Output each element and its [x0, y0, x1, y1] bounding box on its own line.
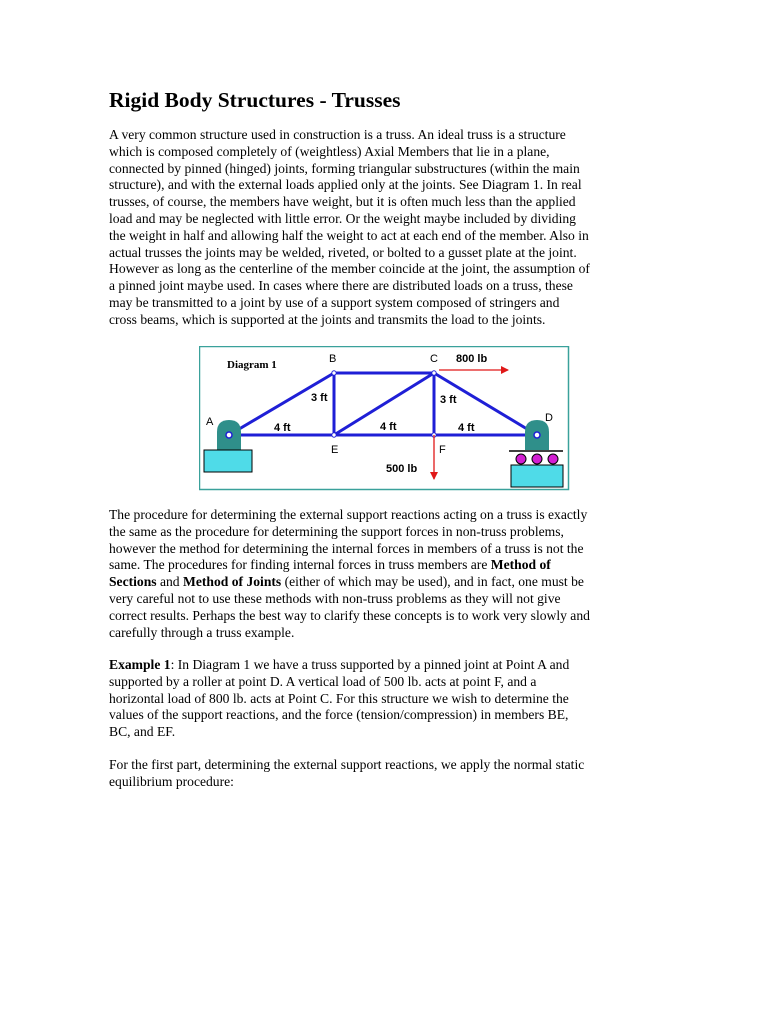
text-line: which is composed completely of (weightless) Axial Members that lie in a plane, — [109, 143, 550, 159]
text-line: equilibrium procedure: — [109, 773, 234, 789]
text-line: correct results. Perhaps the best way to clarify these concepts is to work very slowly and — [109, 607, 590, 623]
text-line: load and may be neglected with little error. Or the weight maybe included by dividing — [109, 210, 576, 226]
node-label-f: F — [439, 444, 446, 456]
dimension-label-be: 3 ft — [311, 392, 328, 404]
text-line: the weight in half and allowing half the weight to act at each end of the member. Also in — [109, 227, 589, 243]
truss-diagram-svg — [199, 346, 570, 491]
joint-c — [432, 371, 436, 375]
roller-wheel-icon — [516, 454, 526, 464]
text-line: values of the support reactions, and the force (tension/compression) in members BE, — [109, 707, 569, 723]
roller-wheel-icon — [548, 454, 558, 464]
horizontal-load-label: 800 lb — [456, 353, 488, 365]
node-label-b: B — [329, 353, 337, 365]
diagram-title: Diagram 1 — [227, 359, 277, 371]
pin-support-base — [204, 450, 252, 472]
text-line — [109, 557, 669, 574]
pin-icon — [226, 432, 232, 438]
method-of-sections-term-cont: Sections — [109, 574, 157, 590]
text-run: (either of which may be used), and in fact, one must be — [281, 574, 584, 590]
text-line: For the first part, determining the external support reactions, we apply the normal static — [109, 757, 585, 772]
node-label-d: D — [545, 412, 553, 424]
text-line: However as long as the centerline of the member coincide at the joint, the assumption of — [109, 261, 590, 277]
intro-paragraph — [109, 127, 669, 329]
joint-e — [332, 433, 336, 437]
node-label-a: A — [206, 416, 214, 428]
roller-wheel-icon — [532, 454, 542, 464]
pin-icon — [534, 432, 540, 438]
truss-diagram — [199, 346, 570, 491]
dimension-label-fd: 4 ft — [458, 422, 475, 434]
dimension-label-cf: 3 ft — [440, 394, 457, 406]
closing-paragraph — [109, 757, 669, 791]
text-line: however the method for determining the internal forces in members of a truss is not the — [109, 540, 584, 556]
method-of-joints-term: Method of Joints — [183, 574, 282, 590]
text-line: cross beams, which is supported at the joints and transmits the load to the joints. — [109, 311, 546, 327]
node-label-e: E — [331, 444, 339, 456]
text-line: A very common structure used in construction is a truss. An ideal truss is a structure — [109, 127, 566, 142]
procedure-paragraph — [109, 507, 669, 641]
dimension-label-ef: 4 ft — [380, 421, 397, 433]
text-line — [109, 574, 669, 591]
example-label: Example 1 — [109, 657, 171, 672]
roller-support-base — [511, 465, 563, 487]
node-label-c: C — [430, 353, 438, 365]
page-title: Rigid Body Structures - Trusses — [109, 88, 401, 112]
text-line: The procedure for determining the external support reactions acting on a truss is exactly — [109, 507, 588, 522]
example-paragraph — [109, 657, 669, 741]
text-run: same. The procedures for finding internal forces in truss members are — [109, 557, 491, 573]
text-line: actual trusses the joints may be welded, riveted, or bolted to a gusset plate at the joint. — [109, 244, 577, 260]
text-line: connected by pinned (hinged) joints, forming triangular substructures (within the main — [109, 160, 580, 176]
text-line: BC, and EF. — [109, 724, 176, 740]
joint-b — [332, 371, 336, 375]
text-line: trusses, of course, the members have weight, but it is often much less than the applied — [109, 194, 576, 210]
text-run: : In Diagram 1 we have a truss supported by a pinned joint at Point A and — [170, 657, 570, 672]
text-line: a pinned joint maybe used. In cases where there are distributed loads on a truss, these — [109, 278, 573, 294]
text-line: structure), and with the external loads applied only at the joints. See Diagram 1. In real — [109, 177, 582, 193]
text-line: very careful not to use these methods with non-truss problems as they will not give — [109, 590, 561, 606]
method-of-sections-term: Method of — [490, 557, 551, 573]
dimension-label-ae: 4 ft — [274, 422, 291, 434]
text-line: carefully through a truss example. — [109, 624, 295, 640]
text-line — [109, 657, 669, 674]
text-line: supported by a roller at point D. A vertical load of 500 lb. acts at point F, and a — [109, 673, 537, 689]
vertical-load-label: 500 lb — [386, 463, 418, 475]
text-line: may be transmitted to a joint by use of a support system composed of stringers and — [109, 294, 560, 310]
text-line: horizontal load of 800 lb. acts at Point C. For this structure we wish to determine the — [109, 690, 569, 706]
text-run: and — [156, 574, 184, 590]
text-line: the same as the procedure for determining the support forces in non-truss problems, — [109, 523, 564, 539]
